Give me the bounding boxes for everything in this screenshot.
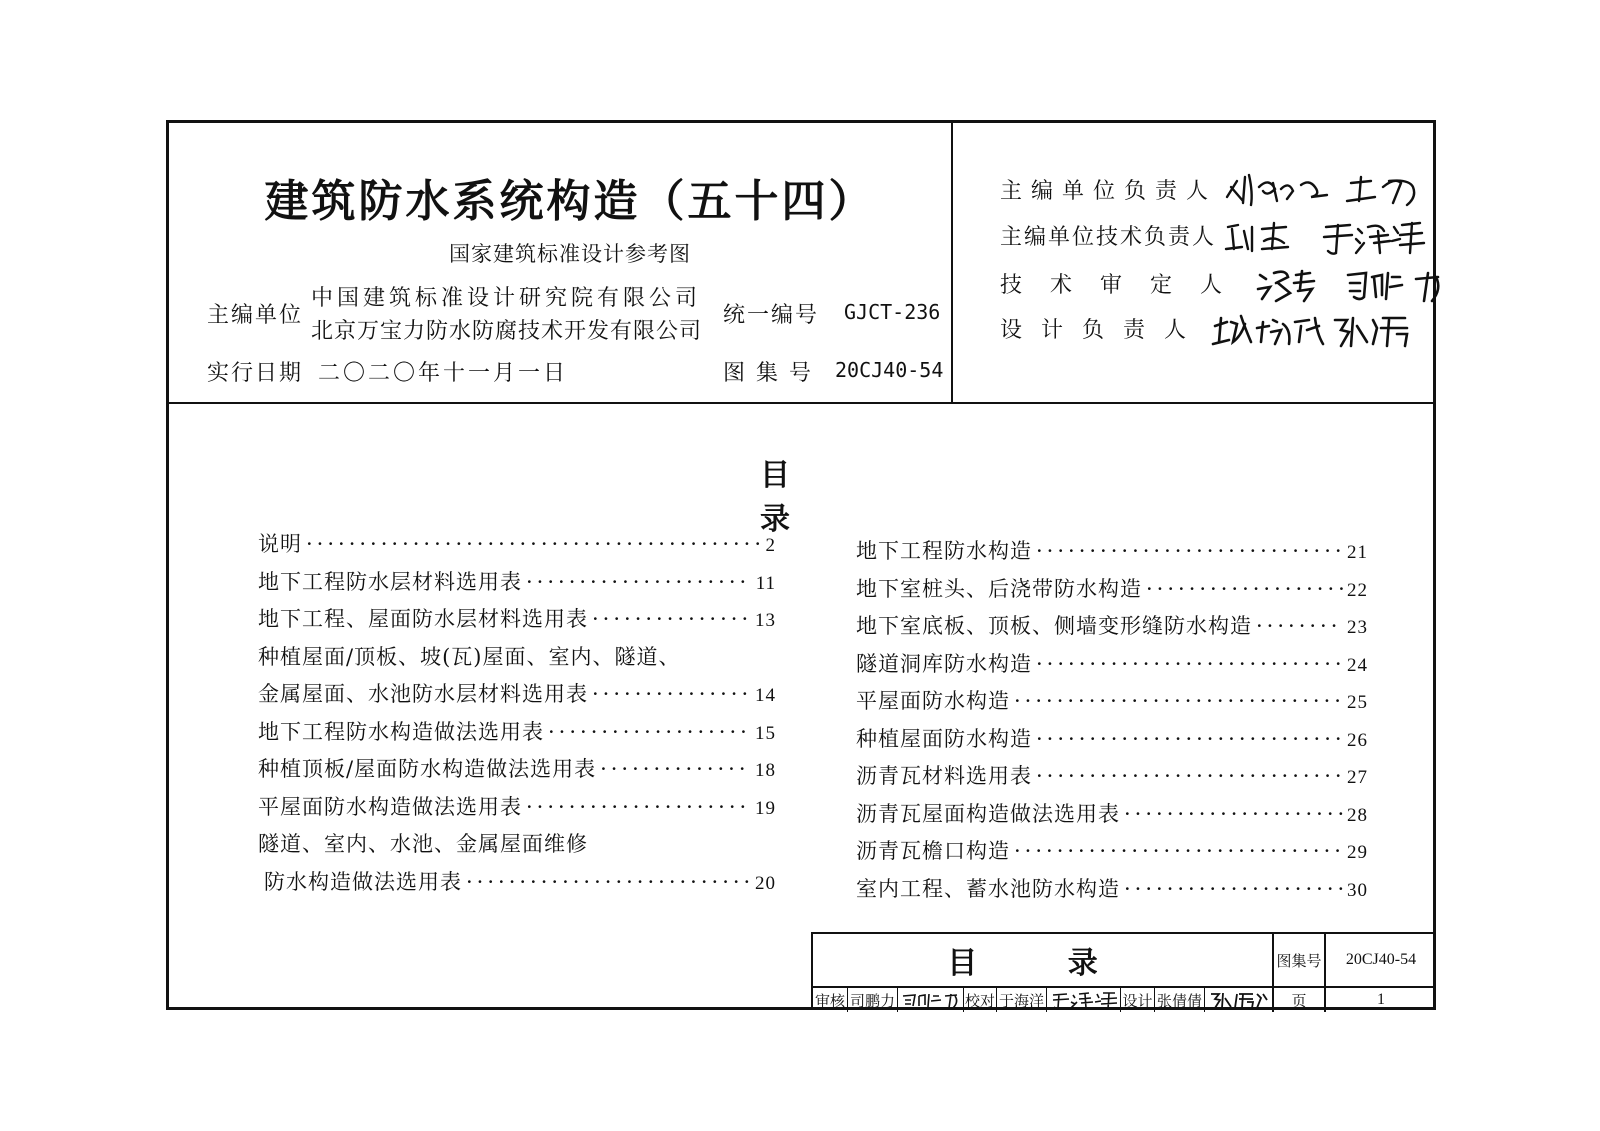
leader-dots [306, 532, 762, 556]
toc-entry-page: 29 [1347, 842, 1368, 863]
toc-entry[interactable] [258, 828, 776, 866]
toc-entry[interactable] [856, 610, 1368, 648]
toc-entry-page: 13 [755, 610, 776, 631]
reviewer-signature [898, 988, 963, 1012]
unified-no-label: 统一编号 [723, 303, 820, 328]
toc-entry-title: 地下室底板、顶板、侧墙变形缝防水构造 [856, 614, 1252, 638]
design-label: 设计 [1122, 991, 1153, 1010]
toc-entry[interactable] [258, 791, 776, 829]
toc-entry-page: 18 [755, 760, 776, 781]
toc-entry[interactable] [856, 835, 1368, 873]
responsible-label: 设计负责人 [1000, 317, 1206, 343]
toc-entry-title: 沥青瓦材料选用表 [856, 764, 1032, 788]
leader-dots [1124, 877, 1343, 901]
leader-dots [1124, 802, 1343, 826]
leader-dots [592, 607, 751, 631]
leader-dots [1146, 577, 1343, 601]
toc-entry-title: 防水构造做法选用表 [264, 869, 462, 894]
check-label: 校对 [964, 991, 995, 1010]
toc-entry-page: 22 [1347, 579, 1368, 601]
responsible-row [1000, 167, 1433, 211]
page-label: 页 [1291, 991, 1307, 1010]
toc-entry[interactable] [856, 760, 1368, 798]
responsible-row [1000, 306, 1421, 350]
toc-entry[interactable] [258, 866, 776, 904]
leader-dots [548, 720, 751, 744]
toc-heading: 目 录 [760, 458, 840, 537]
responsible-label: 技术审定人 [1000, 272, 1251, 298]
atlas-no-label: 图集号 [1276, 951, 1322, 970]
toc-entry-title: 地下工程防水层材料选用表 [258, 569, 522, 594]
toc-entry-title: 室内工程、蓄水池防水构造 [856, 876, 1120, 901]
leader-dots [592, 682, 751, 706]
toc-entry-title: 金属屋面、水池防水层材料选用表 [258, 682, 588, 706]
designer-name: 张倩倩 [1156, 991, 1202, 1010]
signature-image [1223, 167, 1433, 211]
editor-unit-2: 北京万宝力防水防腐技术开发有限公司 [311, 319, 703, 344]
toc-entry-page: 15 [755, 722, 776, 744]
leader-dots [526, 570, 752, 594]
responsible-row [1000, 213, 1432, 257]
review-label: 审核 [814, 991, 845, 1010]
document-title: 建筑防水系统构造（五十四） [264, 176, 876, 227]
toc-entry[interactable] [258, 716, 776, 754]
toc-entry-page: 20 [755, 872, 776, 894]
toc-entry-page: 23 [1347, 617, 1368, 638]
document-subtitle: 国家建筑标准设计参考图 [449, 242, 691, 266]
toc-entry-title: 种植屋面防水构造 [856, 726, 1032, 751]
toc-entry[interactable] [856, 798, 1368, 836]
leader-dots [1014, 839, 1343, 863]
toc-entry-title: 地下室桩头、后浇带防水构造 [856, 576, 1142, 601]
signature-image [1051, 990, 1117, 1010]
toc-entry-title: 地下工程、屋面防水层材料选用表 [258, 607, 588, 631]
leader-dots [1036, 539, 1343, 563]
checker-signature [1047, 988, 1120, 1012]
header-column-divider [951, 120, 953, 403]
title-block-title: 目 录 [947, 946, 1138, 981]
unified-no: GJCT-236 [844, 300, 941, 324]
toc-entry-title: 平屋面防水构造 [856, 689, 1010, 713]
leader-dots [600, 757, 751, 781]
atlas-no: 20CJ40-54 [835, 358, 944, 382]
toc-entry-page: 24 [1347, 654, 1368, 676]
responsible-label: 主编单位负责人 [1000, 178, 1218, 204]
leader-dots [466, 870, 751, 894]
toc-entry[interactable] [856, 535, 1368, 573]
atlas-no-label: 图 集 号 [723, 361, 813, 386]
editor-unit-1: 中国建筑标准设计研究院有限公司 [311, 286, 702, 311]
signature-image [1209, 990, 1269, 1010]
designer-signature [1205, 988, 1272, 1012]
page-number: 1 [1377, 991, 1385, 1008]
toc-entry-page: 2 [765, 535, 776, 556]
toc-entry[interactable] [856, 873, 1368, 911]
leader-dots [1014, 689, 1343, 713]
toc-entry-title: 种植屋面/顶板、坡(瓦)屋面、室内、隧道、 [258, 644, 681, 669]
signature-image [1211, 306, 1421, 350]
toc-entry-page: 25 [1347, 692, 1368, 713]
toc-entry[interactable] [258, 678, 776, 716]
toc-entry-title: 沥青瓦屋面构造做法选用表 [856, 801, 1120, 826]
toc-entry[interactable] [258, 528, 776, 566]
leader-dots [1256, 614, 1343, 638]
toc-entry-title: 地下工程防水构造做法选用表 [258, 719, 544, 744]
responsible-label: 主编单位技术负责人 [1000, 224, 1217, 250]
signature-image [1256, 261, 1466, 305]
leader-dots [526, 795, 751, 819]
leader-dots [1036, 727, 1343, 751]
toc-entry-page: 28 [1347, 804, 1368, 826]
toc-left-column [258, 528, 776, 903]
toc-entry[interactable] [258, 753, 776, 791]
atlas-no: 20CJ40-54 [1345, 951, 1417, 968]
effective-date-label: 实行日期 [207, 361, 304, 386]
toc-entry-page: 19 [755, 797, 776, 819]
toc-entry-page: 11 [755, 572, 776, 594]
toc-entry[interactable] [856, 573, 1368, 611]
toc-entry-page: 27 [1347, 767, 1368, 788]
toc-entry-page: 30 [1347, 879, 1368, 901]
toc-entry-title: 说明 [258, 532, 302, 556]
toc-entry[interactable] [856, 685, 1368, 723]
toc-entry-title: 隧道洞库防水构造 [856, 651, 1032, 676]
responsible-row [1000, 261, 1466, 305]
toc-entry-title: 沥青瓦檐口构造 [856, 839, 1010, 863]
toc-entry-title: 隧道、室内、水池、金属屋面维修 [258, 832, 588, 856]
signature-image [901, 990, 961, 1010]
toc-entry-title: 种植顶板/屋面防水构造做法选用表 [258, 757, 597, 781]
toc-entry-page: 21 [1347, 542, 1368, 563]
toc-entry[interactable] [258, 566, 776, 604]
effective-date: 二〇二〇年十一月一日 [318, 361, 569, 386]
leader-dots [1036, 764, 1343, 788]
title-block [811, 932, 1436, 1010]
toc-entry-page: 14 [755, 685, 776, 706]
toc-right-column [856, 535, 1368, 910]
toc-entry[interactable] [856, 723, 1368, 761]
header-divider [166, 402, 1436, 404]
toc-entry-title: 地下工程防水构造 [856, 539, 1032, 563]
toc-entry[interactable] [856, 648, 1368, 686]
toc-entry[interactable] [258, 641, 776, 679]
checker-name: 于海洋 [998, 991, 1044, 1010]
signature-image [1222, 213, 1432, 257]
toc-entry-page: 26 [1347, 729, 1368, 751]
editor-unit-label: 主编单位 [207, 303, 304, 328]
toc-entry[interactable] [258, 603, 776, 641]
leader-dots [1036, 652, 1343, 676]
toc-entry-title: 平屋面防水构造做法选用表 [258, 794, 522, 819]
reviewer-name: 司鹏力 [849, 991, 895, 1010]
